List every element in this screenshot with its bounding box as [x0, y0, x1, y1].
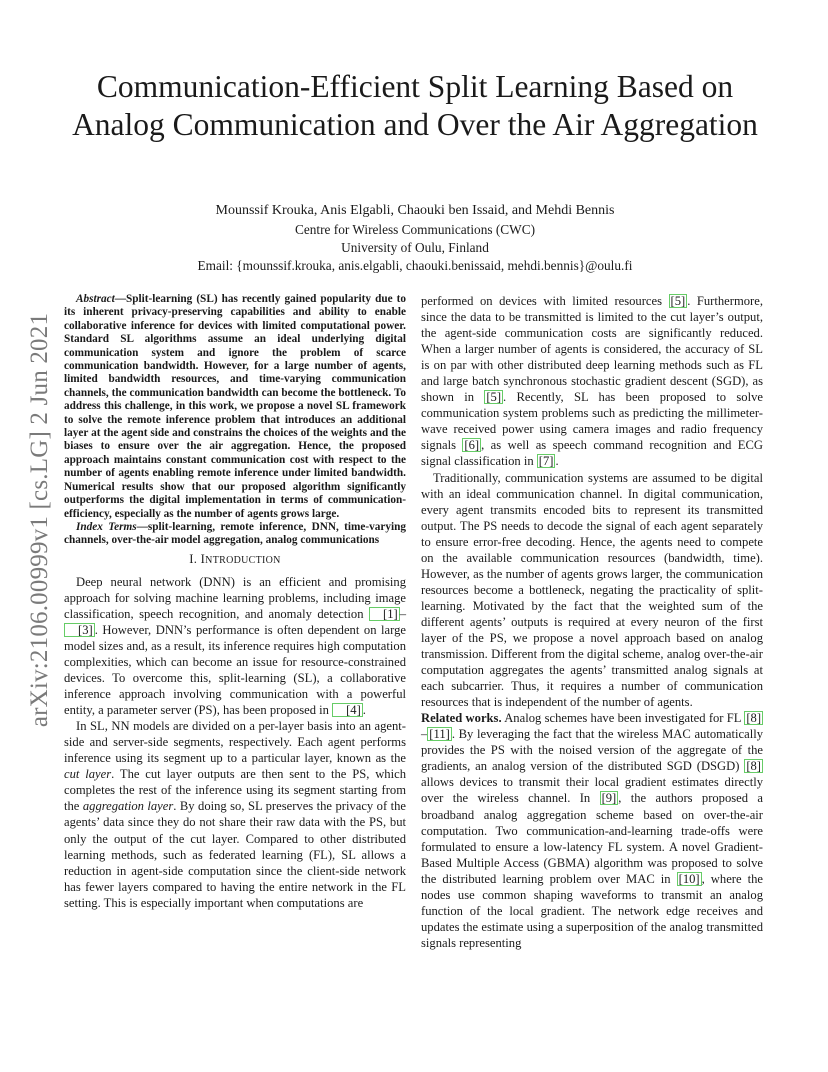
affiliation-university: University of Oulu, Finland — [341, 240, 489, 255]
citation-link[interactable]: [9] — [601, 791, 617, 806]
abstract-text: —Split-learning (SL) has recently gained popularity due to its inherent privacy-preserving capabilities and ability to enable collaborative inference for devices with limited computational power. Standard SL algorithms assume an ideal underlying digital communication system and ignore the problem of scarce communication bandwidth. However, for a large number of agents, limited bandwidth resources, and time-varying communication channels, the communication bandwidth can become the bottleneck. To address this challenge, in this work, we propose a novel SL framework to solve the remote inference problem that introduces an additional layer at the agent side and constrains the choices of the weights and the biases to ensure over the air aggregation. Hence, the proposed approach maintains constant communication cost with respect to the number of agents enabling remote inference under limited bandwidth. Numerical results show that our proposed algorithm significantly outperforms the digital implementation in terms of communication-efficiency, especially as the number of agents grows large. — [64, 293, 406, 520]
related-works-paragraph: Related works. Analog schemes have been investigated for FL [8]– [11] . By leveraging the fact that the wireless MAC automatically provides the PS with the noised version of the aggregate of the gradients, an analog version of the distributed SGD (DSGD) [8] allows devices to transmit their local gradient estimates directly over the wireless channel. In [9] , the authors proposed a broadband analog aggregation scheme based on over-the-air computation. Two communication-and-learning trade-offs were formulated to ensure a low-latency FL system. A novel Gradient-Based Multiple Access (GBMA) algorithm was proposed to solve the distributed learning problem over MAC in [10] , where the nodes use common shaping waveforms to transmit an analog function of the local gradient. The network edge receives and updates the estimate using a superposition of the analog transmitted signals representing — [421, 711, 763, 950]
abstract-label: Abstract — [76, 293, 115, 305]
citation-link[interactable]: [7] — [538, 454, 554, 469]
citation-link[interactable]: [11] — [429, 727, 450, 742]
author-block — [100, 201, 730, 275]
author-names: Mounssif Krouka, Anis Elgabli, Chaouki ben Issaid, and Mehdi Bennis — [215, 203, 615, 218]
intro-paragraph-2: In SL, NN models are divided on a per-layer basis into an agent-side and server-side segments, respectively. Each agent performs inference using its segment up to a particular layer, known as the cut layer. The cut layer outputs are then sent to the PS, which completes the rest of the inference using its segment starting from the aggregation layer. By doing so, SL preserves the privacy of the agents’ data since they do not share their raw data with the PS, but only the output of the cut layer. Compared to other distributed learning methods, such as federated learning (FL), SL allows a reduction in agent-side computation since the client-side network has fewer layers compared to having the entire network in the FL setting. This is especially important when computations are — [64, 719, 406, 910]
section-heading-introduction — [64, 551, 406, 569]
citation-link[interactable]: [8] — [746, 711, 762, 726]
section-numeral: I. I — [189, 551, 206, 566]
arxiv-identifier: arXiv:2106.00999v1 [cs.LG] 2 Jun 2021 — [26, 312, 53, 728]
section-title-rest: NTRODUCTION — [205, 554, 281, 566]
abstract — [64, 293, 406, 521]
intro-paragraph-1: Deep neural network (DNN) is an efficient and promising approach for solving machine learning problems, including image classification, speech recognition, and anomaly detection [1] –[3] . However, DNN’s performance is often dependent on large model sizes and, as a result, its inference requires high computation complexities, which can become an issue for resource-constrained devices. To overcome this, split-learning (SL), a collaborative inference approach involving communication with a powerful entity, a parameter server (PS), has been proposed in [4] . — [64, 574, 406, 718]
author-email: Email: {mounssif.krouka, anis.elgabli, chaouki.benissaid, mehdi.bennis}@oulu.fi — [197, 258, 633, 273]
citation-link[interactable]: [6] — [464, 438, 480, 453]
citation-link[interactable]: [4] — [332, 703, 363, 717]
intro-paragraph-2-continued: performed on devices with limited resources [5] . Furthermore, since the data to be transmitted is limited to the cut layer’s output, the agent-side communication costs are significantly reduced. When a larger number of agents is considered, the accuracy of SL is on par with other distributed deep learning methods such as FL and large batch synchronous stochastic gradient descent (SGD), as shown in [5] . Recently, SL has been proposed to solve communication system problems such as predicting the millimeter-wave received power using camera images and radio frequency signals [6] , as well as speech command recognition and ECG signal classification in [7] . — [421, 294, 763, 469]
paper-title: Communication-Efficient Split Learning Based on Analog Communication and Over the Air Aggregation — [72, 69, 758, 142]
citation-link[interactable]: [10] — [678, 871, 700, 886]
affiliation-centre: Centre for Wireless Communications (CWC) — [295, 222, 535, 237]
left-column — [64, 293, 406, 911]
right-column — [421, 293, 763, 951]
citation-link[interactable]: [1] — [369, 607, 400, 621]
index-terms-text: —split-learning, remote inference, DNN, time-varying channels, over-the-air model aggregation, analog communications — [64, 520, 407, 547]
related-works-heading: Related works. — [421, 711, 502, 726]
index-terms — [64, 521, 406, 548]
citation-link[interactable]: [8] — [746, 759, 761, 774]
intro-paragraph-3: Traditionally, communication systems are assumed to be digital with an ideal communication channel. In digital communication, every agent transmits encoded bits to represent its transmitted output. The PS needs to decode the signal of each agent separately to ensure error-free decoding. Hence, the agents need to compete on the available communication resources (bandwidth, time). However, as the number of agents grows larger, the communication resources become a bottleneck, negating the practicality of split-learning. Motivated by the fact that the weighted sum of the different agents’ outputs is required at every neuron of the first layer of the PS, we propose a novel approach based on analog transmission. Different from the digital scheme, analog over-the-air computation aggregates the agents’ transmitted analog signals at each subcarrier. Thus, it requires a number of communication resources that is independent of the number of agents. — [421, 470, 763, 710]
citation-link[interactable]: [5] — [486, 390, 502, 405]
citation-link[interactable]: [5] — [670, 294, 686, 308]
index-terms-label: Index Terms — [76, 520, 137, 533]
citation-link[interactable]: [3] — [64, 623, 95, 637]
